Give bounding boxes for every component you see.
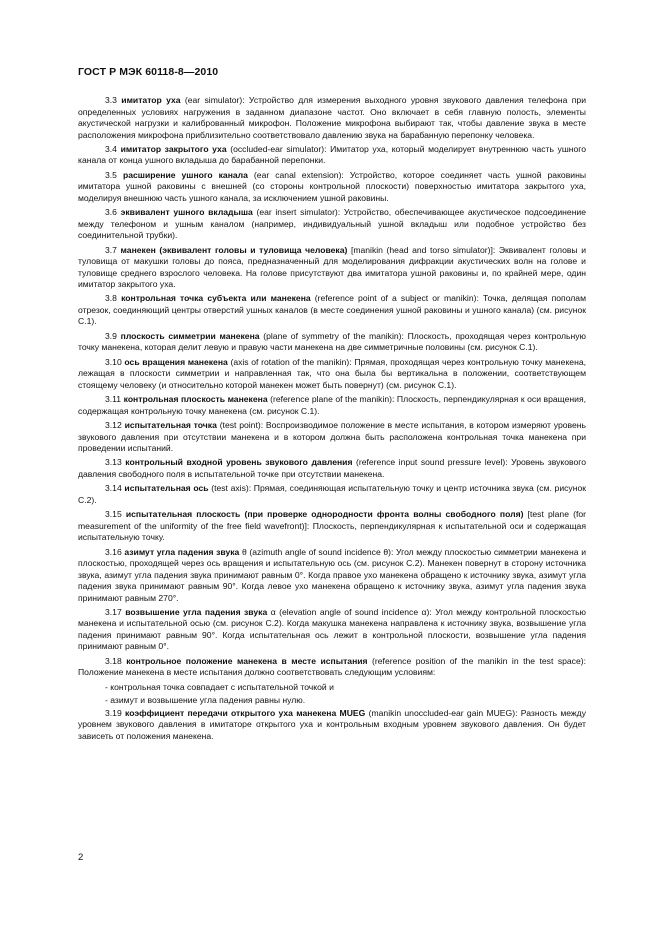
definition-3-12 — [78, 420, 586, 455]
entry-term: контрольная плоскость манекена — [123, 394, 268, 405]
document-body — [78, 95, 586, 745]
entry-number: 3.19 — [105, 707, 122, 718]
entry-term: манекен (эквивалент головы и туловища человека) — [120, 244, 348, 255]
entry-term: контрольный входной уровень звукового давления — [125, 457, 353, 468]
entry-text: (axis of rotation of the manikin): Прямая, проходящая через контрольную точку манекена, лежащая в плоскости симметрии и направленная так, что она была бы вертикальна в положении, соответствующем стоящему человеку (и относительно которой манекен может быть повернут) (см. рисунок С.1). — [78, 356, 587, 390]
definition-3-15 — [78, 509, 586, 544]
definition-3-14 — [78, 483, 586, 506]
definition-3-17 — [78, 607, 586, 653]
entry-text: (reference plane of the manikin): Плоскость, перпендикулярная к оси вращения, содержащая контрольную точку манекена (см. рисунок С.1). — [78, 394, 586, 416]
document-header: ГОСТ Р МЭК 60118-8—2010 — [78, 66, 219, 78]
entry-number: 3.17 — [105, 606, 122, 617]
entry-number: 3.10 — [105, 356, 122, 367]
condition-item: - контрольная точка совпадает с испытательной точкой и — [105, 681, 334, 692]
definition-3-16 — [78, 547, 586, 605]
entry-number: 3.18 — [105, 655, 122, 666]
entry-term: испытательная ось — [124, 483, 209, 494]
definition-3-8 — [78, 293, 586, 328]
definition-3-10 — [78, 357, 586, 392]
entry-number: 3.15 — [105, 509, 122, 520]
entry-number: 3.3 — [105, 95, 117, 105]
definition-3-9 — [78, 331, 586, 354]
entry-term: контрольное положение манекена в месте испытания — [126, 655, 368, 666]
definition-3-13 — [78, 457, 586, 480]
entry-text: (ear simulator): Устройство для измерения выходного уровня звукового давления телефона при определенных условиях нагружения в заданном диапазоне частот. Оно включает в себя главную полость, элементы акустической нагрузки и калиброванный микрофон. Положение микрофона выбирают так, чтобы давление звука в месте расположения микрофона приблизительно соответствовало давлению звука на барабанную перепонку человека. — [78, 95, 586, 140]
entry-text: (test axis): Прямая, соединяющая испытательную точку и центр источника звука (см. рисунок С.2). — [78, 483, 587, 505]
definition-3-11 — [78, 394, 586, 417]
entry-text: [manikin (head and torso simulator)]: Эквивалент головы и туловища от макушки головы до пояса, предназначенный для моделирования дифракции акустических волн на голове и туловище среднего взрослого человека. На голове присутствуют два имитатора ушной раковины и, по крайней мере, один имитатор закрытого уха. — [78, 244, 586, 290]
entry-term: эквивалент ушного вкладыша — [120, 207, 253, 218]
entry-term: азимут угла падения звука — [124, 546, 240, 557]
entry-text: (ear insert simulator): Устройство, обеспечивающее акустическое подсоединение между телефоном и ушным каналом (например, индивидуальный ушной вкладыш или подобное устройство без соединительной трубки). — [78, 207, 587, 241]
entry-text: (ear canal extension): Устройство, которое соединяет часть ушной раковины имитатора ушной раковины с внешней (со стороны контрольной плоскости) поверхностью имитатора закрытого уха, моделируя внешнюю часть ушного канала, за исключением ушной раковины. — [78, 169, 586, 203]
definition-3-18 — [78, 656, 586, 679]
entry-term: плоскость симметрии манекена — [120, 330, 260, 341]
entry-text: (reference point of a subject or manikin): Точка, делящая пополам отрезок, соединяющий центры отверстий ушных каналов (в месте соединения ушной раковины и ушного канала) (см. рисунок С.1). — [78, 293, 586, 327]
entry-number: 3.8 — [105, 293, 117, 304]
entry-term: испытательная точка — [124, 420, 217, 431]
entry-term: имитатор уха — [121, 95, 181, 105]
entry-term: расширение ушного канала — [122, 169, 248, 180]
entry-term: возвышение угла падения звука — [125, 606, 268, 617]
entry-text: (plane of symmetry of the manikin): Плоскость, проходящая через контрольную точку манекена, которая делит левую и правую части манекена на две симметричные половины (см. рисунок С.1). — [78, 330, 587, 353]
entry-term: коэффициент передачи открытого уха манекена MUEG — [125, 707, 366, 718]
entry-number: 3.11 — [105, 394, 122, 405]
definition-3-5 — [78, 170, 586, 205]
entry-term: ось вращения манекена — [124, 356, 228, 367]
entry-text: (reference input sound pressure level): Уровень звукового давления свободного поля в испытательной точке при отсутствии манекена. — [78, 457, 587, 479]
entry-number: 3.4 — [105, 143, 117, 154]
entry-number: 3.6 — [105, 207, 117, 218]
entry-text: (test point): Воспроизводимое положение в месте испытания, в котором измеряют уровень звукового давления при отсутствии манекена и в котором должна быть расположена контрольная точка манекена при проведении испытаний. — [78, 420, 586, 454]
definition-3-3 — [78, 95, 586, 141]
entry-number: 3.5 — [105, 169, 117, 180]
entry-number: 3.12 — [105, 420, 122, 431]
entry-term: контрольная точка субъекта или манекена — [121, 293, 311, 304]
entry-text: θ (azimuth angle of sound incidence θ): Угол между плоскостью симметрии манекена и плоскостью, проходящей через ось вращения и испытательную ось (см. рисунок С.2). Манекен повернут в сторону источника звука, азимут угла падения звука принимают равным 0°. Когда правое ухо манекена обращено к источнику звука, азимут угла падения звука принимают равным 90°. Когда левое ухо манекена обращено к источнику звука, азимут угла падения звука принимают равным 270°. — [78, 546, 587, 603]
entry-number: 3.9 — [105, 330, 117, 341]
entry-number: 3.7 — [105, 244, 117, 255]
entry-text: (occluded-ear simulator): Имитатор уха, который моделирует внутреннюю часть ушного канала от конца ушного вкладыша до барабанной перепонки. — [78, 143, 586, 166]
definition-3-4 — [78, 144, 586, 167]
entry-text: (manikin unoccluded-ear gain MUEG): Разность между уровнем звукового давления в имитаторе открытого уха и контрольным входным уровнем звукового давления. Он будет зависеть от положения манекена. — [78, 707, 586, 741]
entry-number: 3.16 — [105, 546, 122, 557]
definition-3-19 — [78, 708, 586, 743]
entry-number: 3.14 — [105, 483, 122, 494]
entry-term: испытательная плоскость (при проверке однородности фронта волны свободного поля) — [125, 509, 524, 520]
entry-text: [test plane (for measurement of the uniformity of the free field wavefront)]: Плоскость, перпендикулярная к испытательной оси и содержащая испытательную точку. — [78, 509, 587, 543]
entry-term: имитатор закрытого уха — [120, 143, 227, 154]
definition-3-7 — [78, 245, 586, 291]
entry-text: α (elevation angle of sound incidence α): Угол между контрольной плоскостью манекена и испытательной осью (см. рисунок С.2). Когда макушка манекена направлена к источнику звука, возвышение угла падения принимают равным 90°. Когда испытательная ось лежит в контрольной плоскости, возвышение угла падения принимают равным 0°. — [78, 606, 586, 652]
page-number: 2 — [78, 852, 84, 863]
condition-item: - азимут и возвышение угла падения равны нулю. — [105, 694, 306, 705]
definition-3-6 — [78, 207, 586, 242]
entry-number: 3.13 — [105, 457, 122, 468]
entry-text: (reference position of the manikin in the test space): Положение манекена в месте испытания должно соответствовать следующим условиям: — [78, 655, 587, 678]
